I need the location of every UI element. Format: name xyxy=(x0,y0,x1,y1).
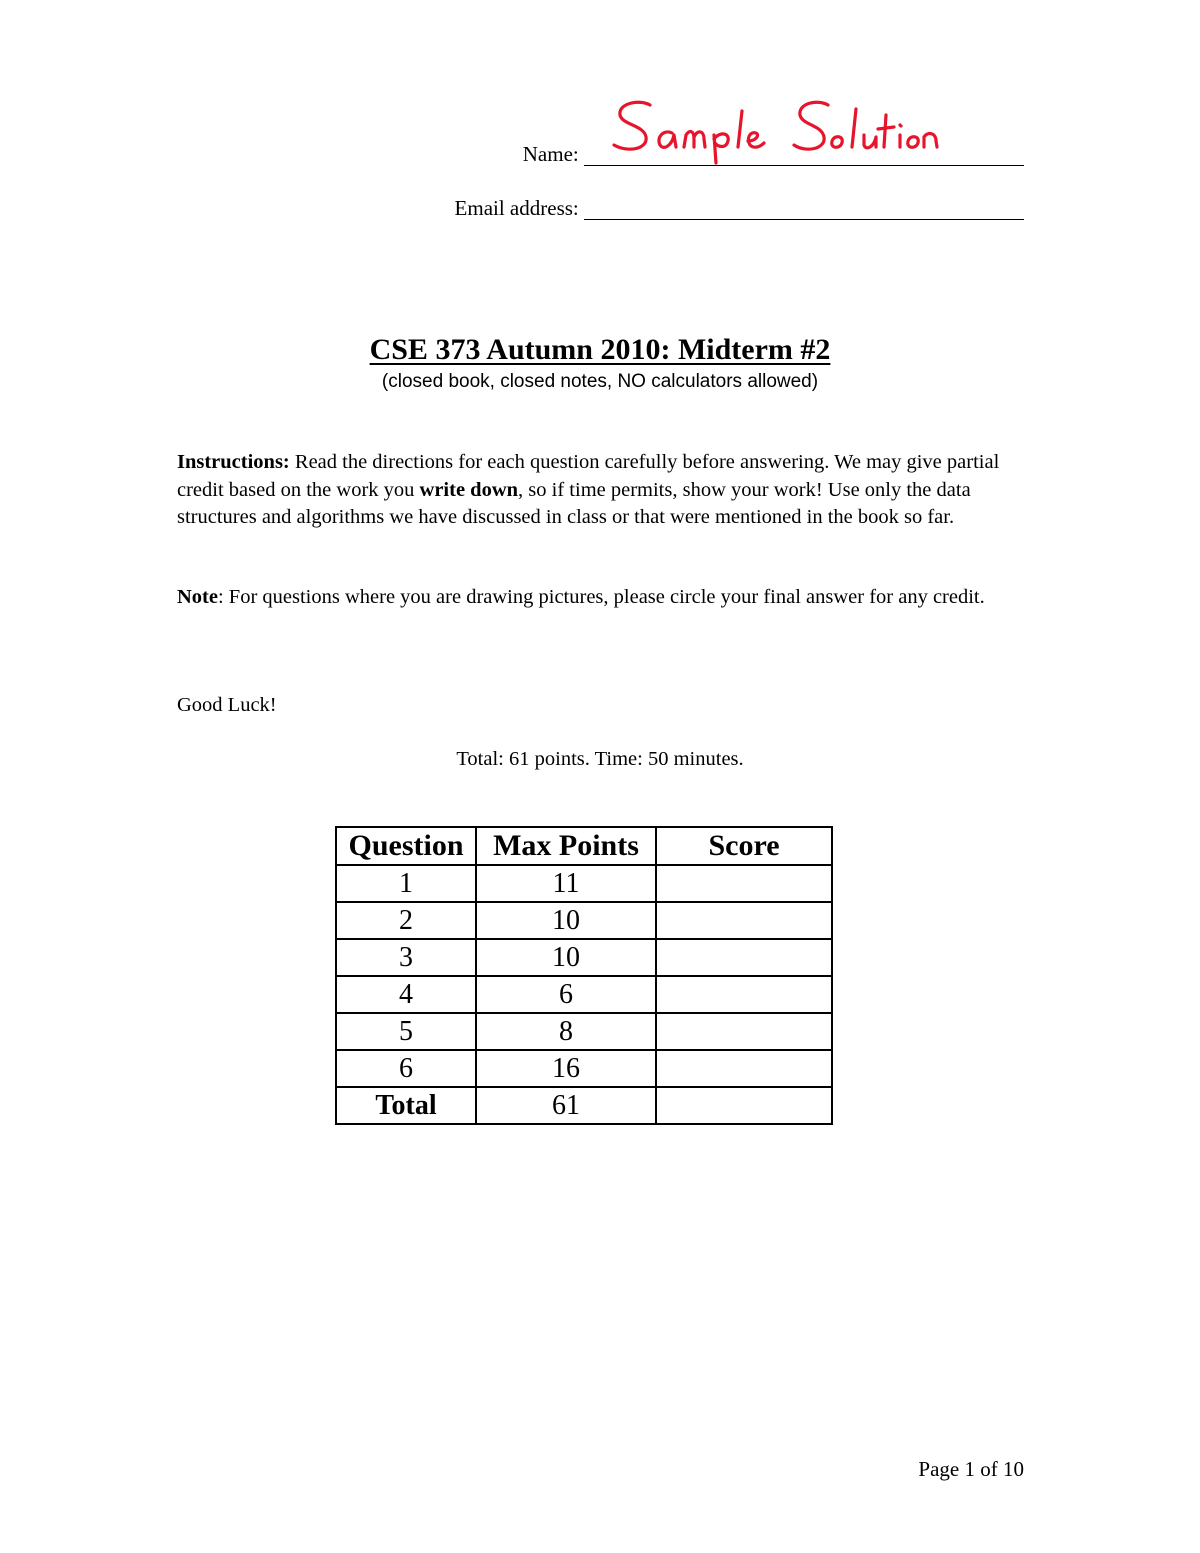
question-number: 1 xyxy=(336,865,476,902)
score-cell xyxy=(656,976,832,1013)
email-field xyxy=(455,196,1024,220)
total-score-cell xyxy=(656,1087,832,1124)
column-header-max-points: Max Points xyxy=(476,827,656,865)
handwritten-name-text xyxy=(940,97,941,98)
max-points: 11 xyxy=(476,865,656,902)
table-row xyxy=(336,939,832,976)
note-text: : For questions where you are drawing pictures, please circle your final answer for any credit. xyxy=(217,586,985,608)
table-row xyxy=(336,1050,832,1087)
max-points: 6 xyxy=(476,976,656,1013)
total-points-line: Total: 61 points. Time: 50 minutes. xyxy=(456,748,744,770)
total-label: Total xyxy=(336,1087,476,1124)
page-number: Page 1 of 10 xyxy=(918,1457,1024,1481)
score-table-header-row xyxy=(336,827,832,865)
question-number: 5 xyxy=(336,1013,476,1050)
column-header-score: Score xyxy=(656,827,832,865)
exam-title xyxy=(0,332,1200,368)
name-label: Name: xyxy=(522,142,584,166)
instructions-emphasis: write down xyxy=(419,478,519,501)
instructions-label: Instructions: xyxy=(177,451,290,473)
name-field xyxy=(523,142,1024,166)
handwritten-name-drawing xyxy=(610,97,940,167)
question-number: 6 xyxy=(336,1050,476,1087)
good-luck-text: Good Luck! xyxy=(177,694,277,716)
score-cell xyxy=(656,902,832,939)
question-number: 4 xyxy=(336,976,476,1013)
exam-subtitle: (closed book, closed notes, NO calculators allowed) xyxy=(381,371,819,392)
total-max-points: 61 xyxy=(476,1087,656,1124)
email-line xyxy=(584,199,1024,220)
score-table xyxy=(335,826,833,1125)
instructions-text-1: Read the directions for each question carefully before answering. We may give partial credit based on the work you xyxy=(177,451,1000,501)
table-row xyxy=(336,1013,832,1050)
handwritten-name xyxy=(610,97,940,167)
max-points: 10 xyxy=(476,939,656,976)
max-points: 10 xyxy=(476,902,656,939)
max-points: 16 xyxy=(476,1050,656,1087)
instructions-paragraph xyxy=(177,449,1037,532)
note-label: Note xyxy=(177,586,218,608)
score-cell xyxy=(656,865,832,902)
score-cell xyxy=(656,939,832,976)
note-paragraph xyxy=(177,584,1037,612)
table-total-row xyxy=(336,1087,832,1124)
exam-title-text: CSE 373 Autumn 2010: Midterm #2 xyxy=(369,333,831,366)
question-number: 3 xyxy=(336,939,476,976)
question-number: 2 xyxy=(336,902,476,939)
table-row xyxy=(336,902,832,939)
name-line xyxy=(584,145,1024,166)
score-cell xyxy=(656,1050,832,1087)
max-points: 8 xyxy=(476,1013,656,1050)
table-row xyxy=(336,976,832,1013)
email-label: Email address: xyxy=(454,196,584,220)
score-cell xyxy=(656,1013,832,1050)
table-row xyxy=(336,865,832,902)
column-header-question: Question xyxy=(336,827,476,865)
instructions-text-2: , so if time permits, show your work! Use only the data structures and algorithms we have discussed in class or that were mentioned in the book so far. xyxy=(177,478,971,528)
